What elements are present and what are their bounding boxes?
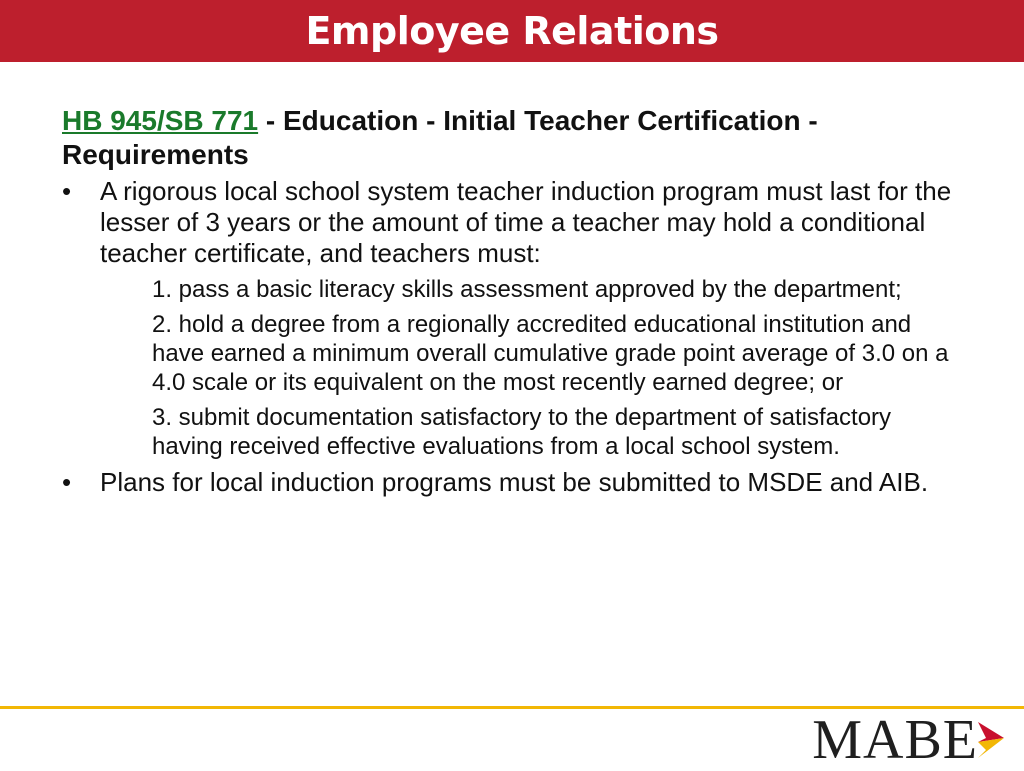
page-title: Employee Relations xyxy=(305,9,719,53)
bill-link[interactable]: HB 945/SB 771 xyxy=(62,105,259,136)
bullet-item xyxy=(62,467,962,498)
heading-text: - Education - Initial Teacher Certification - Requirements xyxy=(62,105,818,170)
bullet-text: Plans for local induction programs must be submitted to MSDE and AIB. xyxy=(100,467,929,497)
logo-text: MABE xyxy=(812,709,978,771)
section-heading xyxy=(62,104,962,172)
title-bar xyxy=(0,0,1024,62)
requirements-list xyxy=(62,275,962,461)
bullet-item xyxy=(62,176,962,269)
mabe-logo xyxy=(812,709,1006,771)
list-item: 1. pass a basic literacy skills assessment approved by the department; xyxy=(152,276,902,303)
list-item: 2. hold a degree from a regionally accredited educational institution and have earned a minimum overall cumulative grade point average of 3.0 on a 4.0 scale or its equivalent on the most recently earned degree; or xyxy=(152,311,949,396)
bullet-dot: • xyxy=(62,467,72,497)
bullet-dot: • xyxy=(62,176,72,206)
bullet-text: A rigorous local school system teacher induction program must last for the lesser of 3 years or the amount of time a teacher may hold a conditional teacher certificate, and teachers must: xyxy=(100,176,952,268)
slide-content xyxy=(62,104,962,502)
list-item: 3. submit documentation satisfactory to the department of satisfactory having received effective evaluations from a local school system. xyxy=(152,404,892,460)
arrow-chevron-icon xyxy=(978,720,1006,760)
